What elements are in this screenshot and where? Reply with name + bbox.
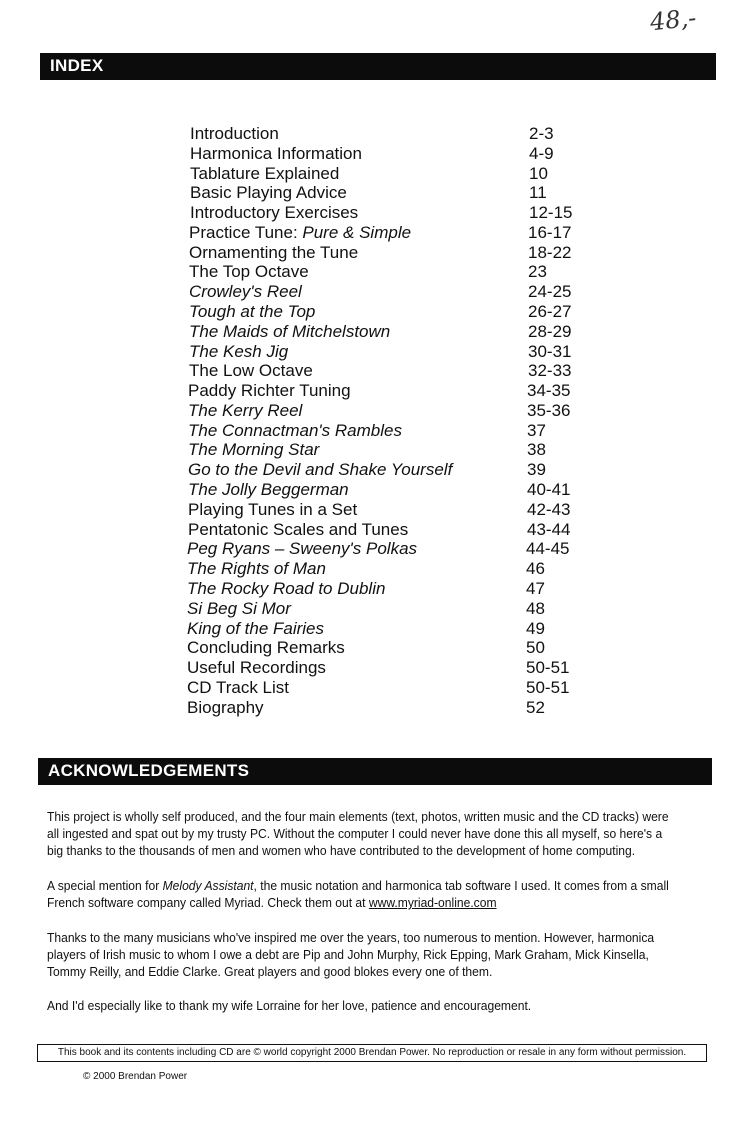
index-entry-title-text: Tablature Explained: [190, 163, 340, 183]
index-entry: [188, 421, 598, 441]
index-entry-pages: 24-25: [528, 282, 572, 302]
index-entry-title: [190, 183, 347, 203]
index-entry-title: [188, 440, 319, 460]
index-entry-title-text: Playing Tunes in a Set: [188, 499, 358, 519]
index-entry-pages: 18-22: [528, 242, 572, 262]
index-entry-title-text: Go to the Devil and Shake Yourself: [188, 460, 453, 480]
index-entry-title-text: The Maids of Mitchelstown: [189, 321, 391, 341]
index-entry-pages: 52: [526, 697, 545, 717]
index-entry-title: [188, 480, 349, 500]
index-entry-title: [188, 381, 351, 401]
index-entry-title-text: CD Track List: [187, 677, 290, 697]
index-entry-pages: 47: [526, 578, 545, 598]
index-entry: [187, 579, 597, 599]
index-entry: [187, 599, 597, 619]
index-entry-title-text: The Kerry Reel: [188, 400, 303, 420]
index-entry-title-text: Introductory Exercises: [190, 203, 359, 223]
index-entry: [189, 262, 599, 282]
index-entry-pages: 40-41: [527, 480, 571, 500]
index-entry-title: [187, 599, 291, 619]
index-entry: [189, 342, 599, 362]
index-entry-title-text: Biography: [187, 697, 264, 717]
index-entry-pages: 46: [526, 559, 545, 579]
index-entry-title-text: Practice Tune:: [189, 222, 303, 242]
index-entry-pages: 42-43: [527, 499, 571, 519]
index-entry: [187, 539, 597, 559]
index-entry-title: [189, 282, 302, 302]
index-entry-title-text: Tough at the Top: [189, 302, 316, 322]
index-entry-title: [187, 638, 345, 658]
index-entry-pages: 30-31: [528, 341, 572, 361]
index-entry-title: [189, 302, 315, 322]
ack-p2-prefix: A special mention for: [47, 878, 163, 893]
index-entry-title-text: The Rights of Man: [187, 559, 326, 579]
index-entry-pages: 11: [529, 183, 547, 203]
index-entry: [188, 520, 598, 540]
index-entry-title: [188, 401, 302, 421]
index-entry-pages: 43-44: [527, 519, 571, 539]
index-entry-pages: 38: [527, 440, 546, 460]
index-entry: [190, 124, 600, 144]
index-entry-pages: 49: [526, 618, 545, 638]
index-entry-title: [187, 579, 385, 599]
index-entry-title: [187, 539, 417, 559]
software-name: Melody Assistant: [162, 878, 254, 893]
index-entry-title: [187, 698, 264, 718]
index-entry: [188, 460, 598, 480]
index-entry-title-italic: Pure & Simple: [302, 222, 412, 242]
index-entry-title: [188, 421, 402, 441]
index-entry: [187, 638, 597, 658]
index-entry-title-text: Useful Recordings: [187, 658, 326, 678]
index-entry-pages: 48: [526, 598, 545, 618]
index-entry: [190, 183, 600, 203]
index-entry-title-text: The Kesh Jig: [189, 341, 289, 361]
index-entry-title: [189, 361, 313, 381]
index-entry: [190, 164, 600, 184]
index-entry-title: [188, 520, 408, 540]
index-entry-pages: 50-51: [526, 658, 570, 678]
index-entry-title: [187, 559, 326, 579]
acknowledgements-heading-bar: [38, 758, 712, 785]
index-entry-pages: 34-35: [527, 381, 571, 401]
acknowledgements-paragraph-1: This project is wholly self produced, and the four main elements (text, photos, written music and the CD tracks) were all ingested and spat out by my trusty PC. Without the computer I could never have done this all myself, so here's a big thanks to the thousands of men and women who have contributed to the development of home computing.: [47, 809, 669, 858]
index-entry-title: [189, 223, 411, 243]
index-entry-pages: 16-17: [528, 222, 572, 242]
index-entry: [189, 361, 599, 381]
index-entry-title-text: The Rocky Road to Dublin: [187, 578, 386, 598]
index-entry-pages: 44-45: [526, 539, 570, 559]
index-entry: [187, 619, 597, 639]
index-entry-title: [190, 124, 279, 144]
index-entry-title-text: Si Beg Si Mor: [187, 598, 291, 618]
index-entry-pages: 28-29: [528, 321, 572, 341]
index-entry-title: [190, 203, 358, 223]
index-entry-title-text: The Jolly Beggerman: [188, 480, 349, 500]
index-entry: [188, 381, 598, 401]
index-entry: [190, 203, 600, 223]
index-entry-title: [189, 342, 288, 362]
index-entry: [187, 559, 597, 579]
acknowledgements-paragraph-3: Thanks to the many musicians who've inspired me over the years, too numerous to mention. However, harmonica players of Irish music to whom I owe a debt are Pip and John Murphy, Rick Epping, Mark Graham, Mick Kinsella, Tommy Reilly, and Eddie Clarke. Great players and good blokes every one of them.: [47, 930, 655, 979]
index-entry: [189, 302, 599, 322]
index-entry: [188, 440, 598, 460]
myriad-website-link[interactable]: www.myriad-online.com: [368, 895, 497, 910]
index-entry: [189, 243, 599, 263]
index-entry-pages: 12-15: [529, 203, 573, 223]
index-entry-title-text: The Top Octave: [189, 262, 309, 282]
index-entry-title-text: Pentatonic Scales and Tunes: [188, 519, 409, 539]
index-entry-title: [190, 164, 339, 184]
index-entry: [189, 322, 599, 342]
index-entry: [187, 698, 597, 718]
index-entry-title: [187, 619, 324, 639]
index-entry-title-text: Crowley's Reel: [189, 282, 302, 302]
index-entry-pages: 4-9: [529, 143, 554, 163]
index-entry-title: [187, 678, 289, 698]
index-entry: [187, 658, 597, 678]
index-entry-title: [187, 658, 326, 678]
copyright-notice: This book and its contents including CD are © world copyright 2000 Brendan Power. No reproduction or resale in any form without permission.: [57, 1047, 687, 1058]
index-entry-title-text: Concluding Remarks: [187, 638, 345, 658]
index-entry-pages: 37: [527, 420, 546, 440]
index-entry-pages: 26-27: [528, 302, 572, 322]
index-entry-pages: 23: [528, 262, 547, 282]
index-entry-pages: 2-3: [529, 124, 554, 143]
handwritten-price-note: 48,-: [648, 3, 698, 37]
ack-p2-middle: , the music notation and harmonica tab software I used. It comes from a small French software company called Myriad. Check them out at: [47, 878, 669, 910]
index-entry-title-text: Peg Ryans – Sweeny's Polkas: [187, 539, 418, 559]
index-entry-pages: 10: [529, 163, 548, 183]
index-entry: [188, 500, 598, 520]
index-entry: [190, 144, 600, 164]
index-entry: [189, 223, 599, 243]
copyright-notice-box: [37, 1044, 707, 1062]
index-entry-title-text: King of the Fairies: [187, 618, 325, 638]
index-entry: [189, 282, 599, 302]
index-heading: INDEX: [50, 56, 104, 75]
acknowledgements-paragraph-2: [47, 877, 670, 911]
index-entry-title-text: The Connactman's Rambles: [188, 420, 402, 440]
index-entry-pages: 50-51: [526, 677, 570, 697]
index-entry: [188, 480, 598, 500]
index-entry-title-text: Ornamenting the Tune: [189, 242, 359, 262]
index-entry: [188, 401, 598, 421]
index-entry-title-text: Paddy Richter Tuning: [188, 381, 351, 401]
index-entry-title-text: Introduction: [190, 124, 279, 143]
index-entry-title-text: The Low Octave: [189, 361, 313, 381]
acknowledgements-paragraph-4: And I'd especially like to thank my wife Lorraine for her love, patience and encouragement.: [47, 998, 532, 1013]
index-entry-title: [189, 243, 358, 263]
index-entry-pages: 35-36: [527, 400, 571, 420]
small-copyright: © 2000 Brendan Power: [83, 1071, 188, 1082]
acknowledgements-heading: ACKNOWLEDGEMENTS: [48, 761, 250, 780]
index-entry-pages: 32-33: [528, 361, 572, 381]
index-entry-title: [188, 460, 452, 480]
index-entry-title: [190, 144, 362, 164]
index-entry-title: [189, 322, 390, 342]
index-entry-title-text: Basic Playing Advice: [190, 183, 347, 203]
index-entry-title: [188, 500, 357, 520]
index-entry-pages: 50: [526, 638, 545, 658]
index-entry-pages: 39: [527, 460, 546, 480]
index-entry-title-text: The Morning Star: [188, 440, 320, 460]
index-entry: [187, 678, 597, 698]
index-entry-title: [189, 262, 309, 282]
index-entry-title-text: Harmonica Information: [190, 143, 362, 163]
